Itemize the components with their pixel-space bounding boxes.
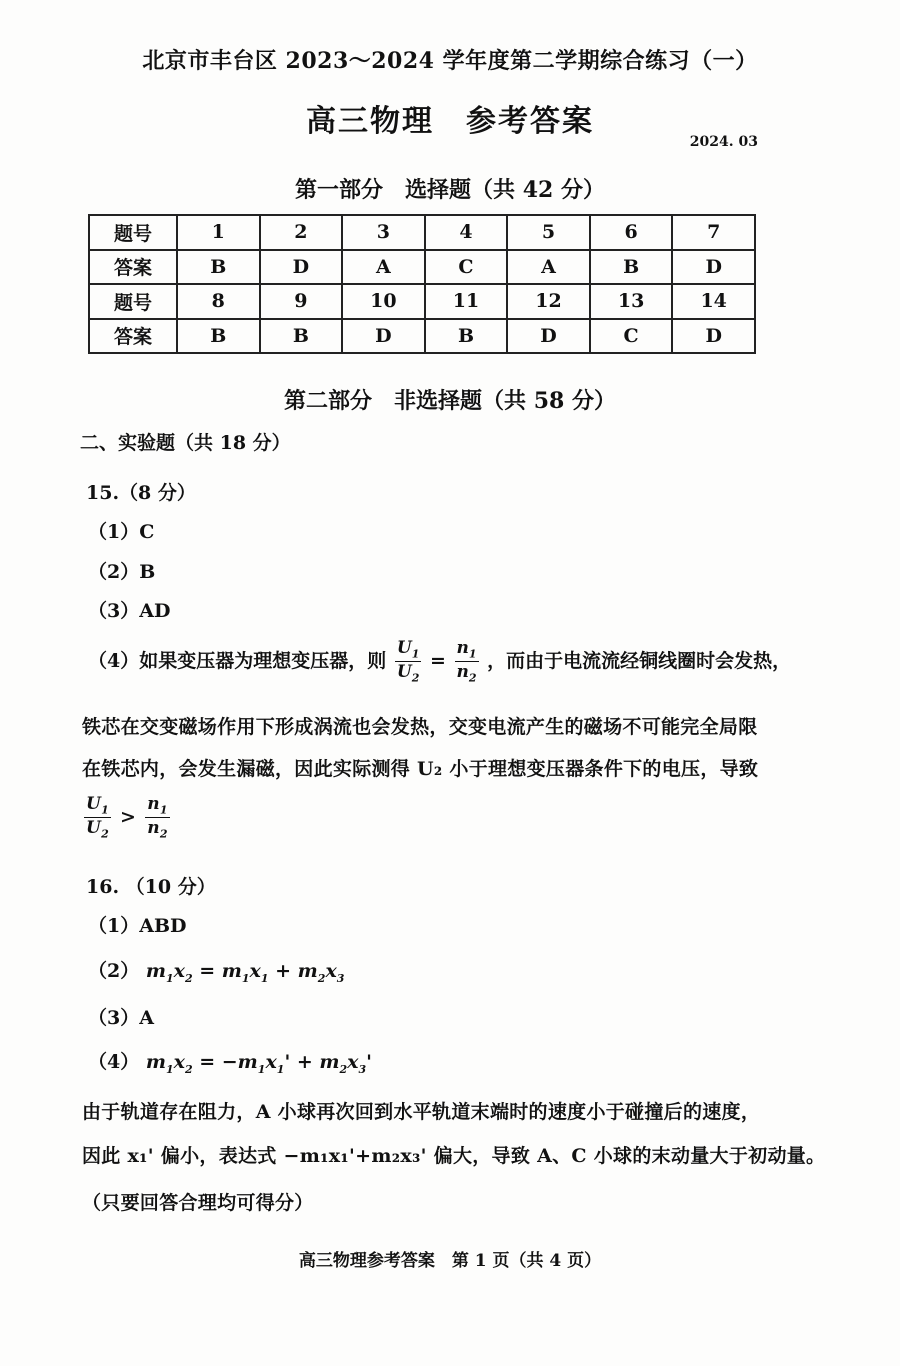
part1-heading: 第一部分 选择题（共 42 分）	[295, 177, 605, 203]
answer-table	[88, 214, 756, 354]
answer-cell: B	[177, 319, 260, 354]
question-number: 13	[590, 284, 673, 319]
section-heading: 二、实验题（共 18 分）	[80, 432, 291, 454]
row-label-question: 题号	[89, 284, 177, 319]
q16-answer-3: （3）A	[88, 1007, 154, 1029]
q15-answer-1: （1）C	[88, 521, 155, 543]
table-row	[89, 319, 755, 354]
q16-answer-4-label: （4）	[88, 1051, 140, 1073]
question-number: 9	[260, 284, 343, 319]
q16-paragraph-1: 由于轨道存在阻力，A 小球再次回到水平轨道末端时的速度小于碰撞后的速度，	[82, 1101, 761, 1123]
question-number: 6	[590, 215, 673, 250]
question-number: 10	[342, 284, 425, 319]
q15-paragraph-2: 在铁芯内，会发生漏磁，因此实际测得 U₂ 小于理想变压器条件下的电压，导致	[82, 758, 759, 780]
table-row	[89, 250, 755, 285]
answer-cell: B	[177, 250, 260, 285]
answer-cell: D	[672, 319, 755, 354]
question-number: 3	[342, 215, 425, 250]
q15-heading: 15.（8 分）	[86, 482, 196, 504]
answer-cell: D	[507, 319, 590, 354]
q15-answer-3: （3）AD	[88, 600, 171, 622]
voltage-ratio-fraction: $\frac{U_1}{U_2}$	[396, 638, 420, 685]
q16-heading: 16. （10 分）	[86, 876, 216, 898]
exam-header: 北京市丰台区 2023～2024 学年度第二学期综合练习（一）	[142, 48, 758, 74]
question-number: 14	[672, 284, 755, 319]
part2-heading: 第二部分 非选择题（共 58 分）	[284, 388, 616, 414]
q16-answer-2	[88, 956, 344, 985]
turns-ratio-fraction: $\frac{n_1}{n_2}$	[456, 638, 477, 685]
question-number: 12	[507, 284, 590, 319]
q15-answer-4-suffix: ，而由于电流流经铜线圈时会发热，	[487, 649, 792, 672]
row-label-answer: 答案	[89, 250, 177, 285]
q16-scoring-note: （只要回答合理均可得分）	[82, 1192, 314, 1214]
document-date: 2024. 03	[689, 134, 758, 150]
q16-paragraph-2: 因此 x₁' 偏小，表达式 −m₁x₁'+m₂x₃' 偏大，导致 A、C 小球的末动量大于初动量。	[82, 1145, 826, 1167]
row-label-question: 题号	[89, 215, 177, 250]
question-number: 5	[507, 215, 590, 250]
momentum-equation: $m_1x_2 = m_1x_1 + m_2x_3$	[145, 960, 345, 985]
q15-paragraph-1: 铁芯在交变磁场作用下形成涡流也会发热，交变电流产生的磁场不可能完全局限	[82, 716, 758, 738]
answer-cell: B	[260, 319, 343, 354]
table-row	[89, 284, 755, 319]
question-number: 4	[425, 215, 508, 250]
table-row	[89, 215, 755, 250]
answer-cell: C	[425, 250, 508, 285]
page-title: 高三物理 参考答案	[306, 104, 594, 139]
q15-answer-2: （2）B	[88, 561, 156, 583]
q16-answer-2-label: （2）	[88, 960, 140, 982]
answer-cell: D	[672, 250, 755, 285]
answer-cell: D	[260, 250, 343, 285]
question-number: 8	[177, 284, 260, 319]
answer-cell: D	[342, 319, 425, 354]
answer-cell: A	[507, 250, 590, 285]
answer-cell: B	[590, 250, 673, 285]
q15-conclusion-inequality: $\frac{U_1}{U_2}$ > $\frac{n_1}{n_2}$	[86, 794, 168, 841]
question-number: 7	[672, 215, 755, 250]
momentum-equation-2: $m_1x_2 = -m_1x_1' + m_2x_3'$	[145, 1051, 372, 1076]
question-number: 11	[425, 284, 508, 319]
q15-answer-4-prefix: （4）如果变压器为理想变压器，则	[88, 649, 387, 672]
question-number: 2	[260, 215, 343, 250]
q16-answer-4	[88, 1047, 372, 1076]
page-footer: 高三物理参考答案 第 1 页（共 4 页）	[298, 1251, 602, 1271]
answer-cell: C	[590, 319, 673, 354]
q16-answer-1: （1）ABD	[88, 915, 187, 937]
answer-cell: B	[425, 319, 508, 354]
row-label-answer: 答案	[89, 319, 177, 354]
question-number: 1	[177, 215, 260, 250]
q15-answer-4: （4）如果变压器为理想变压器，则 $\frac{U_1}{U_2}$ = $\frac{n_1}{n_2}$ ，而由于电流流经铜线圈时会发热，	[88, 638, 792, 685]
answer-cell: A	[342, 250, 425, 285]
